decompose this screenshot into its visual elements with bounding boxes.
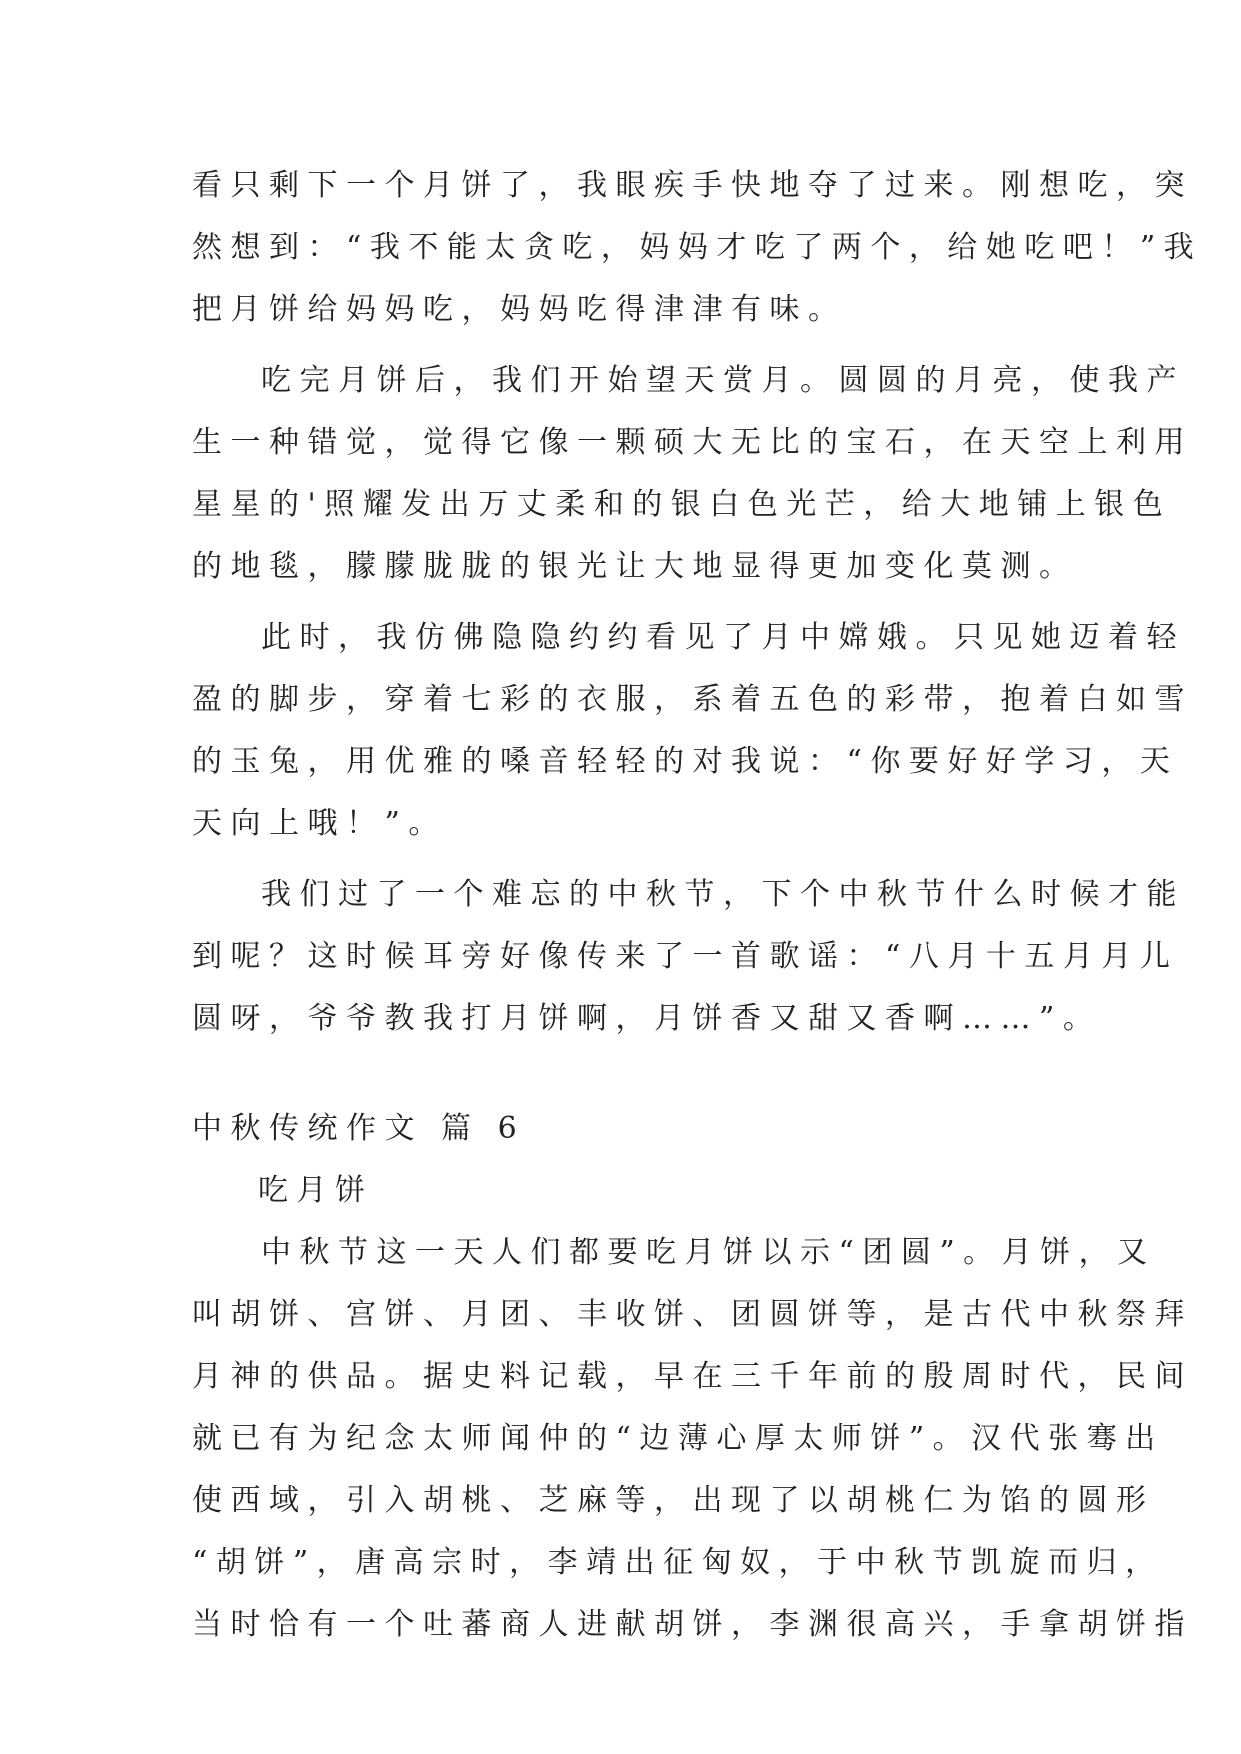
text-line: 到呢？这时候耳旁好像传来了一首歌谣：“八月十五月月儿 xyxy=(192,939,1179,974)
paragraph xyxy=(192,607,1193,855)
text-line: 看只剩下一个月饼了，我眼疾手快地夺了过来。刚想吃，突 xyxy=(192,168,1193,203)
text-line: 星星的'照耀发出万丈柔和的银白色光芒，给大地铺上银色 xyxy=(192,487,1172,522)
paragraph xyxy=(192,1222,1193,1656)
paragraph-spacer xyxy=(192,598,1050,607)
text-line: 圆呀，爷爷教我打月饼啊，月饼香又甜又香啊……”。 xyxy=(192,1001,1102,1036)
text-line: 然想到：“我不能太贪吃，妈妈才吃了两个，给她吃吧！”我 xyxy=(192,230,1203,265)
paragraph xyxy=(192,864,1185,1050)
essay-title: 吃月饼 xyxy=(258,1173,374,1208)
text-line: 当时恰有一个吐蕃商人进献胡饼，李渊很高兴，手拿胡饼指 xyxy=(192,1607,1193,1642)
text-line: 月神的供品。据史料记载，早在三千年前的殷周时代，民间 xyxy=(192,1359,1193,1394)
text-line: 的地毯，朦朦胧胧的银光让大地显得更加变化莫测。 xyxy=(192,549,1078,584)
text-line: 使西域，引入胡桃、芝麻等，出现了以胡桃仁为馅的圆形 xyxy=(192,1483,1155,1518)
text-line: 就已有为纪念太师闻仲的“边薄心厚太师饼”。汉代张骞出 xyxy=(192,1421,1164,1456)
text-line: 生一种错觉，觉得它像一颗硕大无比的宝石，在天空上利用 xyxy=(192,425,1193,460)
section-spacer xyxy=(192,1050,1050,1098)
text-line: 我们过了一个难忘的中秋节，下个中秋节什么时候才能 xyxy=(261,877,1185,912)
paragraph-spacer xyxy=(192,341,1050,350)
text-line: 叫胡饼、宫饼、月团、丰收饼、团圆饼等，是古代中秋祭拜 xyxy=(192,1297,1193,1332)
paragraph xyxy=(192,350,1193,598)
text-line: 天向上哦！”。 xyxy=(192,806,447,841)
section-heading: 中秋传统作文 篇 6 xyxy=(192,1111,526,1146)
text-line: 的玉兔，用优雅的嗓音轻轻的对我说：“你要好好学习，天 xyxy=(192,744,1179,779)
paragraph-spacer xyxy=(192,855,1050,864)
text-line: 此时，我仿佛隐隐约约看见了月中嫦娥。只见她迈着轻 xyxy=(261,620,1185,655)
text-line: 盈的脚步，穿着七彩的衣服，系着五色的彩带，抱着白如雪 xyxy=(192,682,1193,717)
text-line: 把月饼给妈妈吃，妈妈吃得津津有味。 xyxy=(192,292,847,327)
essay-body xyxy=(192,155,1203,1656)
text-line: “胡饼”，唐高宗时，李靖出征匈奴，于中秋节凯旋而归， xyxy=(192,1545,1164,1580)
paragraph xyxy=(192,155,1203,341)
text-line: 吃完月饼后，我们开始望天赏月。圆圆的月亮，使我产 xyxy=(261,363,1185,398)
text-line: 中秋节这一天人们都要吃月饼以示“团圆”。月饼，又 xyxy=(261,1235,1156,1270)
